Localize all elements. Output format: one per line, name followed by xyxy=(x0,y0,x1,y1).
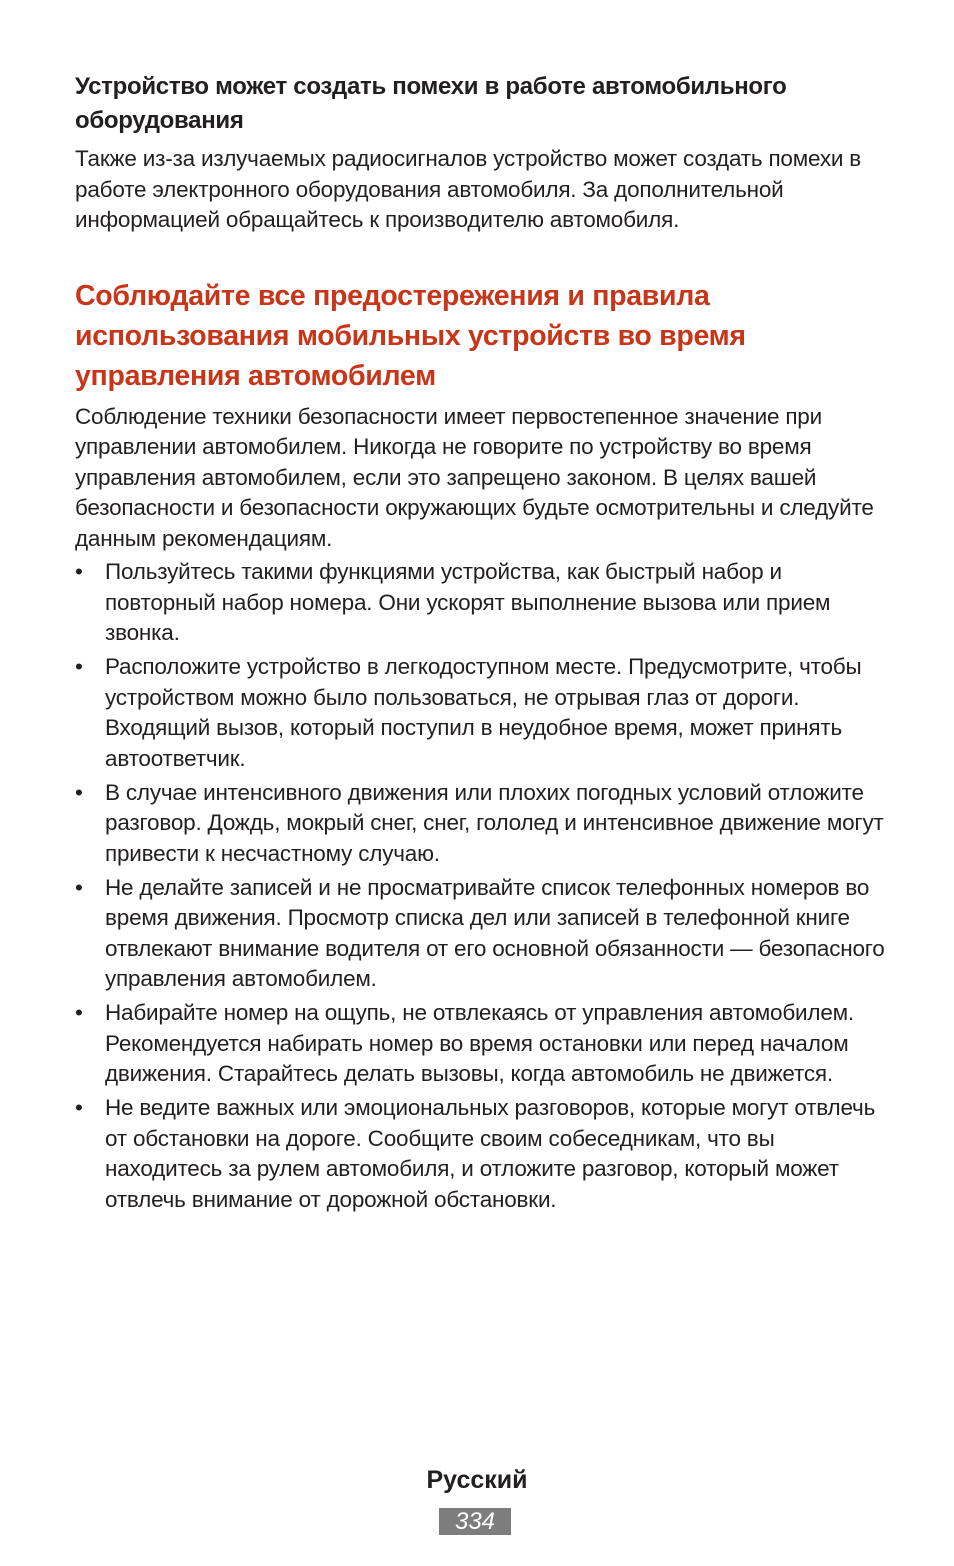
list-item xyxy=(75,1093,885,1215)
list-item-text: Набирайте номер на ощупь, не отвлекаясь от управления автомобилем. Рекомендуется набирать номер во время остановки или перед началом движения. Старайтесь делать вызовы, когда автомобиль не движется. xyxy=(105,1000,854,1086)
driving-safety-heading: Соблюдайте все предостережения и правила использования мобильных устройств во время управления автомобилем xyxy=(75,279,746,392)
bullet-icon: • xyxy=(75,559,83,584)
interference-heading: Устройство может создать помехи в работе автомобильного оборудования xyxy=(75,73,787,134)
list-item xyxy=(75,778,885,870)
interference-paragraph: Также из-за излучаемых радиосигналов устройство может создать помехи в работе электронного оборудования автомобиля. За дополнительной информацией обращайтесь к производителю автомобиля. xyxy=(75,146,862,232)
list-item xyxy=(75,557,885,649)
driving-recommendations-list xyxy=(75,557,885,1215)
list-item xyxy=(75,998,885,1090)
page-footer xyxy=(0,1463,954,1497)
document-page xyxy=(75,70,885,1219)
bullet-icon: • xyxy=(75,1095,83,1120)
list-item-text: В случае интенсивного движения или плохих погодных условий отложите разговор. Дождь, мокрый снег, снег, гололед и интенсивное движение могут привести к несчастному случаю. xyxy=(105,779,884,866)
list-item xyxy=(75,652,885,774)
bullet-icon: • xyxy=(75,654,83,679)
page-number: 334 xyxy=(439,1508,511,1535)
list-item-text: Не делайте записей и не просматривайте список телефонных номеров во время движения. Просмотр списка дел или записей в телефонной книге отвлекают внимание водителя от его основной обязанности — безопасного управления автомобилем. xyxy=(105,874,885,991)
list-item-text: Пользуйтесь такими функциями устройства, как быстрый набор и повторный набор номера. Они ускорят выполнение вызова или прием звонка. xyxy=(105,559,831,645)
footer-language-label: Русский xyxy=(426,1466,528,1494)
driving-safety-intro: Соблюдение техники безопасности имеет первостепенное значение при управлении автомобилем. Никогда не говорите по устройству во время управления автомобилем, если это запрещено законом. В целях вашей безопасности и безопасности окружающих будьте осмотрительны и следуйте данным рекомендациям. xyxy=(75,403,874,551)
bullet-icon: • xyxy=(75,1000,83,1025)
bullet-icon: • xyxy=(75,779,83,805)
bullet-icon: • xyxy=(75,874,83,900)
list-item xyxy=(75,873,885,995)
list-item-text: Расположите устройство в легкодоступном месте. Предусмотрите, чтобы устройством можно было пользоваться, не отрывая глаз от дороги. Входящий вызов, который поступил в неудобное время, может принять автоответчик. xyxy=(105,654,862,771)
list-item-text: Не ведите важных или эмоциональных разговоров, которые могут отвлечь от обстановки на дороге. Сообщите своим собеседникам, что вы находитесь за рулем автомобиля, и отложите разговор, который может отвлечь внимание от дорожной обстановки. xyxy=(105,1095,876,1212)
